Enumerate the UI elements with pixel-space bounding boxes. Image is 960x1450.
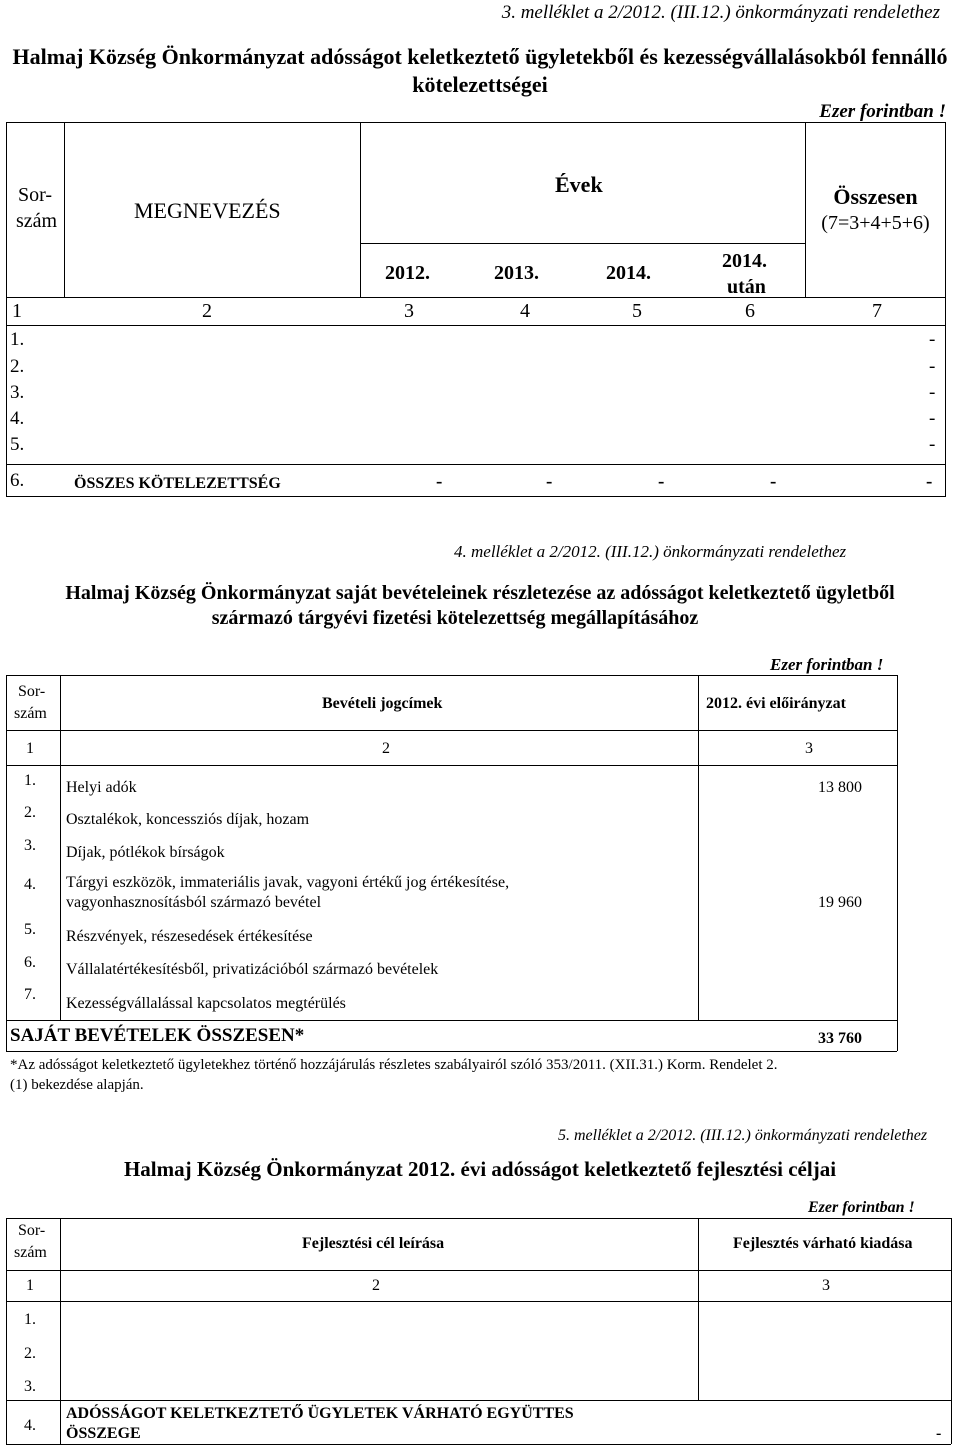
section3-divider bbox=[6, 1400, 951, 1401]
section1-colnum: 7 bbox=[872, 300, 882, 322]
table-row-total: - bbox=[929, 408, 936, 429]
table-row-number: 3. bbox=[10, 382, 25, 403]
table-row-label: Tárgyi eszközök, immateriális javak, vagyoni értékű jog értékesítése, bbox=[66, 874, 510, 891]
section2-divider bbox=[6, 765, 897, 766]
section1-divider bbox=[360, 243, 805, 244]
section1-colnum: 6 bbox=[745, 300, 755, 322]
section2-title-line2: származó tárgyévi fizetési kötelezettség megállapításához bbox=[211, 607, 699, 629]
section3-colnum: 3 bbox=[822, 1277, 830, 1294]
annex-4-reference: 4. melléklet a 2/2012. (III.12.) önkormányzati rendelethez bbox=[454, 542, 847, 561]
section1-divider bbox=[6, 464, 946, 465]
table-row-label: Díjak, pótlékok bírságok bbox=[66, 844, 225, 861]
table-row-label: Kezességvállalással kapcsolatos megtérülés bbox=[66, 995, 346, 1012]
annex-5-reference: 5. melléklet a 2/2012. (III.12.) önkormányzati rendelethez bbox=[558, 1127, 928, 1144]
section2-header-value: 2012. évi előirányzat bbox=[706, 695, 846, 712]
section1-header-total: Összesen bbox=[833, 184, 918, 209]
section1-header-szam: szám bbox=[16, 210, 58, 232]
section1-sum-value: - bbox=[926, 471, 933, 492]
section2-colnum: 1 bbox=[26, 740, 34, 757]
table-row-number: 6. bbox=[24, 954, 36, 971]
table-row-number: 7. bbox=[24, 986, 36, 1003]
section3-divider bbox=[6, 1218, 7, 1444]
section1-sum-value: - bbox=[436, 471, 443, 492]
table-row-number: 5. bbox=[10, 434, 25, 455]
table-row-number: 3. bbox=[24, 837, 36, 854]
table-row-number: 1. bbox=[24, 1311, 36, 1328]
section3-header-szam: szám bbox=[14, 1244, 47, 1261]
section3-sum-label-line1: ADÓSSÁGOT KELETKEZTETŐ ÜGYLETEK VÁRHATÓ EGYÜTTES bbox=[66, 1405, 574, 1422]
section1-title-line1: Halmaj Község Önkormányzat adósságot keletkeztető ügyletekből és kezességvállalásokból fennálló bbox=[12, 44, 948, 69]
section1-divider bbox=[6, 325, 946, 326]
section1-header-name: MEGNEVEZÉS bbox=[134, 198, 281, 223]
table-row-value: 19 960 bbox=[818, 894, 862, 911]
section1-title-line2: kötelezettségei bbox=[412, 72, 548, 97]
section3-header-value: Fejlesztés várható kiadása bbox=[733, 1235, 913, 1252]
section3-sum-label-line2: ÖSSZEGE bbox=[66, 1425, 141, 1442]
table-row-total: - bbox=[929, 356, 936, 377]
section1-colnum: 4 bbox=[520, 300, 530, 322]
section3-sum-number: 4. bbox=[24, 1417, 36, 1434]
section2-divider bbox=[6, 675, 7, 1051]
section1-header-years: Évek bbox=[555, 172, 603, 197]
section1-colnum: 3 bbox=[404, 300, 414, 322]
table-row-number: 2. bbox=[24, 1345, 36, 1362]
section2-header-name: Bevételi jogcímek bbox=[322, 695, 443, 712]
section3-header-name: Fejlesztési cél leírása bbox=[302, 1235, 445, 1252]
section2-divider bbox=[60, 675, 61, 1020]
section3-divider bbox=[60, 1218, 61, 1444]
table-row-number: 1. bbox=[10, 329, 25, 350]
section2-footnote-line1: *Az adósságot keletkeztető ügyletekhez történő hozzájárulás részletes szabályairól szóló 353/2011. (XII.31.) Korm. Rendelet 2. bbox=[10, 1057, 778, 1073]
section2-divider bbox=[6, 730, 897, 731]
section3-divider bbox=[698, 1218, 699, 1400]
section1-year-2013: 2013. bbox=[494, 262, 539, 284]
table-row-number: 4. bbox=[24, 876, 36, 893]
section2-divider bbox=[897, 675, 898, 1051]
table-row-label: Vállalatértékesítésből, privatizációból származó bevételek bbox=[66, 961, 439, 978]
section1-year-2012: 2012. bbox=[385, 262, 430, 284]
table-row-total: - bbox=[929, 382, 936, 403]
section2-sum-value: 33 760 bbox=[818, 1030, 862, 1047]
section1-sum-value: - bbox=[770, 471, 777, 492]
table-row-label: Osztalékok, koncessziós díjak, hozam bbox=[66, 811, 310, 828]
section3-divider bbox=[951, 1218, 952, 1444]
section2-divider bbox=[6, 1051, 897, 1052]
section1-year-after-2: után bbox=[727, 276, 766, 298]
section3-title: Halmaj Község Önkormányzat 2012. évi adósságot keletkeztető fejlesztési céljai bbox=[123, 1157, 837, 1181]
section1-header-total-formula: (7=3+4+5+6) bbox=[821, 212, 930, 234]
section1-sum-number: 6. bbox=[10, 470, 25, 491]
section2-colnum: 2 bbox=[382, 740, 390, 757]
section2-divider bbox=[6, 675, 897, 676]
section1-year-2014: 2014. bbox=[606, 262, 651, 284]
section1-divider bbox=[6, 297, 946, 298]
section2-colnum: 3 bbox=[805, 740, 813, 757]
table-row-label-continued: vagyonhasznosításból származó bevétel bbox=[66, 894, 322, 911]
section1-sum-label: ÖSSZES KÖTELEZETTSÉG bbox=[74, 475, 281, 492]
section2-divider bbox=[698, 675, 699, 1020]
section2-title-line1: Halmaj Község Önkormányzat saját bevételeinek részletezése az adósságot keletkeztető ügyletből bbox=[65, 582, 895, 604]
section1-sum-value: - bbox=[658, 471, 665, 492]
section3-divider bbox=[6, 1270, 951, 1271]
table-row-label: Helyi adók bbox=[66, 779, 137, 796]
section3-sum-value: - bbox=[936, 1425, 942, 1442]
section1-unit-note: Ezer forintban ! bbox=[819, 101, 946, 122]
table-row-number: 4. bbox=[10, 408, 25, 429]
section3-colnum: 1 bbox=[26, 1277, 34, 1294]
section1-colnum: 5 bbox=[632, 300, 642, 322]
section2-footnote-line2: (1) bekezdése alapján. bbox=[10, 1077, 144, 1093]
section2-header-sor: Sor- bbox=[18, 683, 46, 700]
table-row-number: 3. bbox=[24, 1378, 36, 1395]
section1-header-sor: Sor- bbox=[18, 184, 53, 206]
section2-unit-note: Ezer forintban ! bbox=[770, 655, 884, 674]
table-row-value: 13 800 bbox=[818, 779, 862, 796]
section3-unit-note: Ezer forintban ! bbox=[808, 1199, 915, 1216]
annex-3-reference: 3. melléklet a 2/2012. (III.12.) önkormányzati rendelethez bbox=[501, 2, 940, 23]
table-row-label: Részvények, részesedések értékesítése bbox=[66, 928, 313, 945]
section1-divider bbox=[64, 122, 65, 297]
section3-divider bbox=[6, 1444, 951, 1445]
table-row-number: 5. bbox=[24, 921, 36, 938]
section1-colnum: 2 bbox=[202, 300, 212, 322]
section3-divider bbox=[6, 1301, 951, 1302]
section3-colnum: 2 bbox=[372, 1277, 380, 1294]
section1-sum-value: - bbox=[546, 471, 553, 492]
table-row-number: 1. bbox=[24, 772, 36, 789]
table-row-total: - bbox=[929, 434, 936, 455]
table-row-total: - bbox=[929, 329, 936, 350]
section3-header-sor: Sor- bbox=[18, 1222, 46, 1239]
section1-colnum: 1 bbox=[12, 300, 22, 322]
section3-divider bbox=[6, 1218, 951, 1219]
section1-year-after-1: 2014. bbox=[722, 250, 767, 272]
section2-divider bbox=[6, 1020, 897, 1021]
section1-divider bbox=[360, 122, 361, 297]
table-row-number: 2. bbox=[10, 356, 25, 377]
section2-sum-label: SAJÁT BEVÉTELEK ÖSSZESEN* bbox=[10, 1025, 305, 1046]
table-row-number: 2. bbox=[24, 804, 36, 821]
section2-header-szam: szám bbox=[14, 705, 47, 722]
